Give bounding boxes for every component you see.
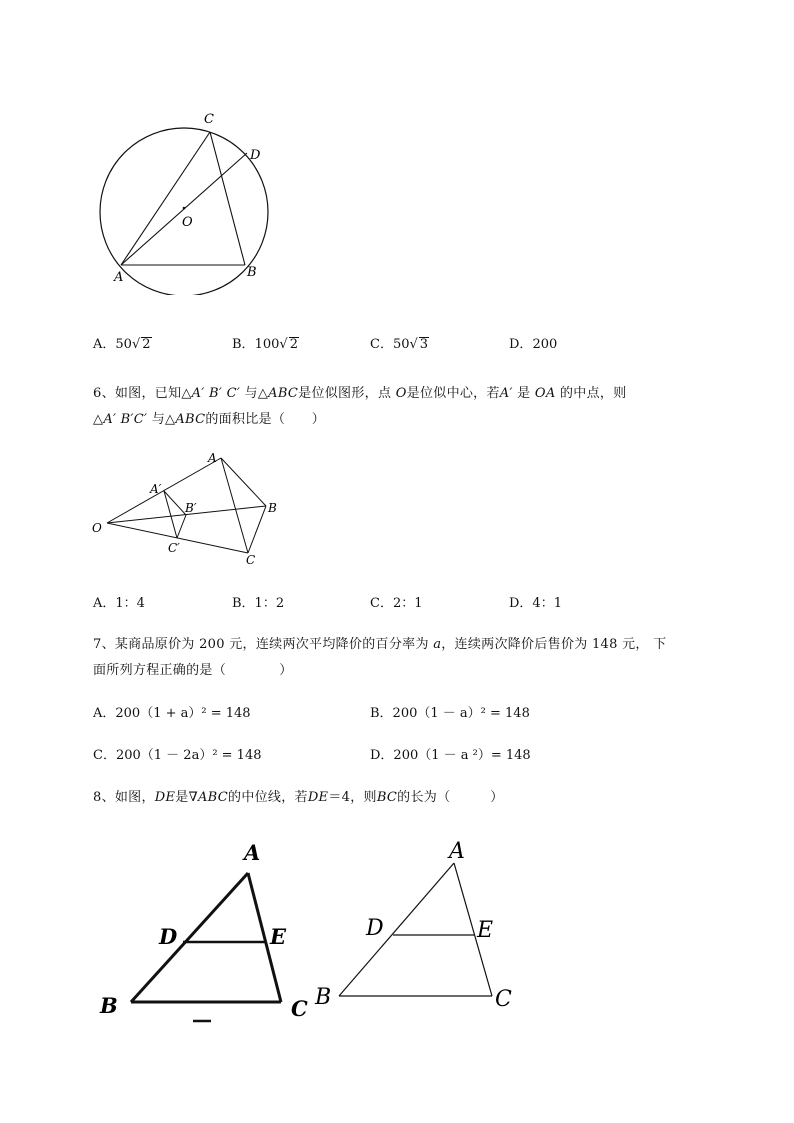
label-o: O [92, 521, 102, 535]
q7-option-a[interactable]: A．200（1 + a）² = 148 [93, 706, 251, 721]
label-c: C [204, 112, 214, 127]
option-radicand: 3 [419, 337, 429, 352]
option-prefix: C． [370, 337, 393, 352]
sqrt-icon: √ [279, 337, 288, 352]
option-radicand: 2 [142, 337, 151, 352]
q6-option-d[interactable]: D．4：1 [509, 596, 562, 611]
q7-question-line2: 面所列方程正确的是（ ） [93, 663, 293, 678]
q7-option-d[interactable]: D．200（1 － a ²）= 148 [370, 748, 531, 763]
homothety-figure [88, 446, 288, 570]
label-e: E [477, 918, 494, 943]
q6-question-line1: 6、如图，已知△A′ B′ C′ 与△ABC是位似图形，点 O是位似中心，若A′ 是 OA 的中点，则 [93, 386, 627, 401]
sqrt-icon: √ [131, 337, 141, 352]
segment-cb [210, 132, 245, 265]
label-b: B [100, 993, 118, 1018]
q5-option-a[interactable] [93, 333, 152, 352]
segment-ac [121, 132, 210, 265]
label-b: B [268, 501, 277, 515]
segment-b1c1 [177, 515, 186, 538]
label-o: O [182, 215, 193, 230]
segment-oa [107, 458, 221, 523]
option-radicand: 2 [289, 337, 298, 352]
sqrt-icon: √ [409, 337, 418, 352]
label-a: A [244, 840, 261, 865]
q7-question-line1: 7、某商品原价为 200 元，连续两次平均降价的百分率为 a，连续两次降价后售价为 148 元， 下 [93, 637, 667, 652]
label-d: D [250, 148, 261, 163]
q6-question-line2: △A′ B′C′ 与△ABC的面积比是（ ） [93, 412, 326, 427]
label-c: C [495, 987, 512, 1012]
option-value: 200 [532, 337, 558, 352]
option-coef: 50 [392, 337, 410, 352]
label-e: E [270, 924, 287, 949]
label-d: D [159, 924, 178, 949]
q6-option-a[interactable]: A．1：4 [93, 596, 145, 611]
label-a-prime: A′ [150, 482, 162, 496]
circle-triangle-figure [90, 105, 290, 295]
q7-option-c[interactable]: C．200（1 － 2a）² = 148 [93, 748, 262, 763]
option-coef: 50 [115, 337, 132, 352]
center-point [183, 207, 186, 210]
segment-ab [131, 873, 248, 1002]
label-b: B [315, 985, 332, 1010]
label-c: C [291, 996, 308, 1021]
q5-option-d[interactable] [509, 333, 557, 352]
segment-bc [248, 506, 266, 553]
q7-option-b[interactable]: B．200（1 － a）² = 148 [370, 706, 530, 721]
label-b: B [247, 265, 257, 280]
label-c-prime: C′ [168, 541, 180, 555]
label-c: C [246, 553, 256, 567]
q8-question: 8、如图，DE是∇ABC的中位线，若DE＝4，则BC的长为（ ） [93, 790, 504, 805]
label-d: D [366, 916, 384, 941]
q6-option-b[interactable]: B．1：2 [232, 596, 285, 611]
q6-option-c[interactable]: C．2：1 [370, 596, 423, 611]
q5-option-b[interactable] [232, 333, 299, 352]
option-coef: 100 [254, 337, 280, 352]
q5-option-c[interactable] [370, 333, 429, 352]
label-a: A [449, 839, 465, 864]
option-prefix: D． [509, 337, 533, 352]
label-a: A [114, 270, 124, 285]
segment-ab [339, 863, 454, 996]
option-prefix: A． [93, 337, 116, 352]
label-b-prime: B′ [185, 501, 197, 515]
option-prefix: B． [232, 337, 255, 352]
midline-figure-left [95, 838, 325, 1028]
circle-o [100, 128, 268, 295]
midline-figure-right [310, 836, 530, 1016]
label-a: A [208, 451, 217, 465]
